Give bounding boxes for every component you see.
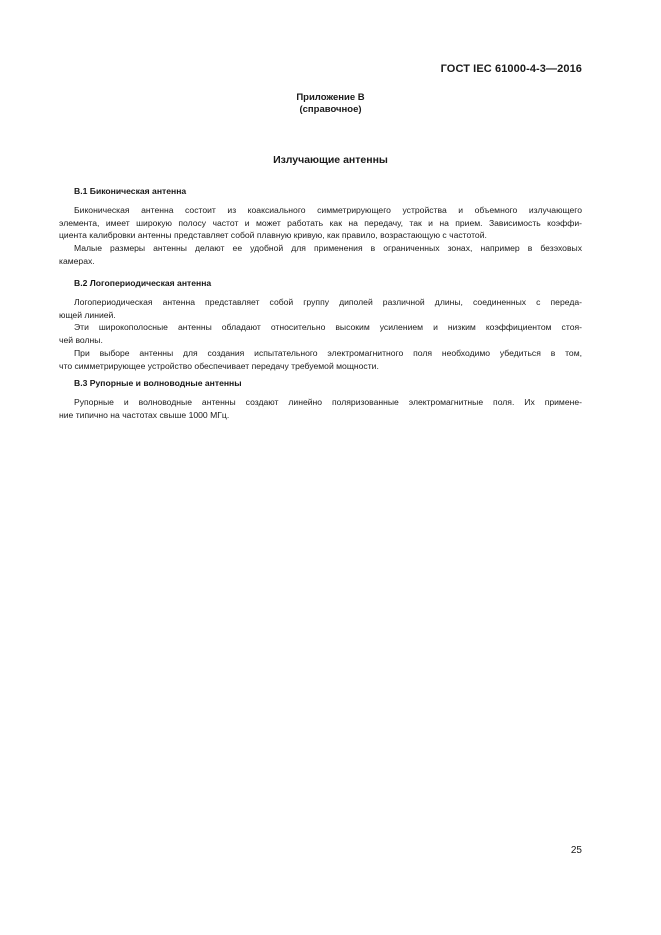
paragraph <box>59 321 582 347</box>
paragraph-line: камерах. <box>59 255 95 266</box>
paragraph <box>59 347 582 373</box>
paragraph-line: Эти широкополосные антенны обладают относительно высоким усилением и низким коэффициентом стоя- <box>74 322 582 333</box>
paragraph-line: Рупорные и волноводные антенны создают линейно поляризованные электромагнитные поля. Их примене- <box>74 396 582 407</box>
paragraph-line: Малые размеры антенны делают ее удобной для применения в ограниченных зонах, например в безэховых <box>74 243 582 254</box>
paragraph-line: циента калибровки антенны представляет собой плавную кривую, как правило, возрастающую с частотой. <box>59 230 487 241</box>
section-heading: В.3 Рупорные и волноводные антенны <box>74 378 242 388</box>
paragraph-line: что симметрирующее устройство обеспечивает передачу требуемой мощности. <box>59 360 379 371</box>
section-block <box>59 277 582 373</box>
paragraph <box>59 204 582 242</box>
page-number: 25 <box>570 845 582 856</box>
paragraph-line: элемента, имеет широкую полосу частот и может работать как на передачу, так и на прием. Зависимость коэффи- <box>59 217 582 228</box>
paragraph-line: ющей линией. <box>59 309 116 320</box>
document-code: ГОСТ IEC 61000-4-3—2016 <box>440 63 582 75</box>
paragraph-line: чей волны. <box>59 335 103 346</box>
paragraph <box>59 396 582 422</box>
section-block <box>59 377 582 421</box>
annex-title: Приложение В <box>296 92 365 103</box>
section-heading: В.1 Биконическая антенна <box>74 186 187 196</box>
paragraph-line: Логопериодическая антенна представляет собой группу диполей различной длины, соединенных с переда- <box>74 296 582 307</box>
paragraph <box>59 296 582 322</box>
section-title: Излучающие антенны <box>273 154 388 166</box>
section-heading: В.2 Логопериодическая антенна <box>74 278 212 288</box>
section-block <box>59 185 582 268</box>
paragraph-line: ние типично на частотах свыше 1000 МГц. <box>59 409 230 420</box>
paragraph-line: При выборе антенны для создания испытательного электромагнитного поля необходимо убедиться в том, <box>74 347 582 358</box>
annex-header <box>0 92 661 116</box>
paragraph-line: Биконическая антенна состоит из коаксиального симметрирующего устройства и объемного излучающего <box>74 204 582 215</box>
annex-type: (справочное) <box>299 104 362 115</box>
paragraph <box>59 242 582 268</box>
